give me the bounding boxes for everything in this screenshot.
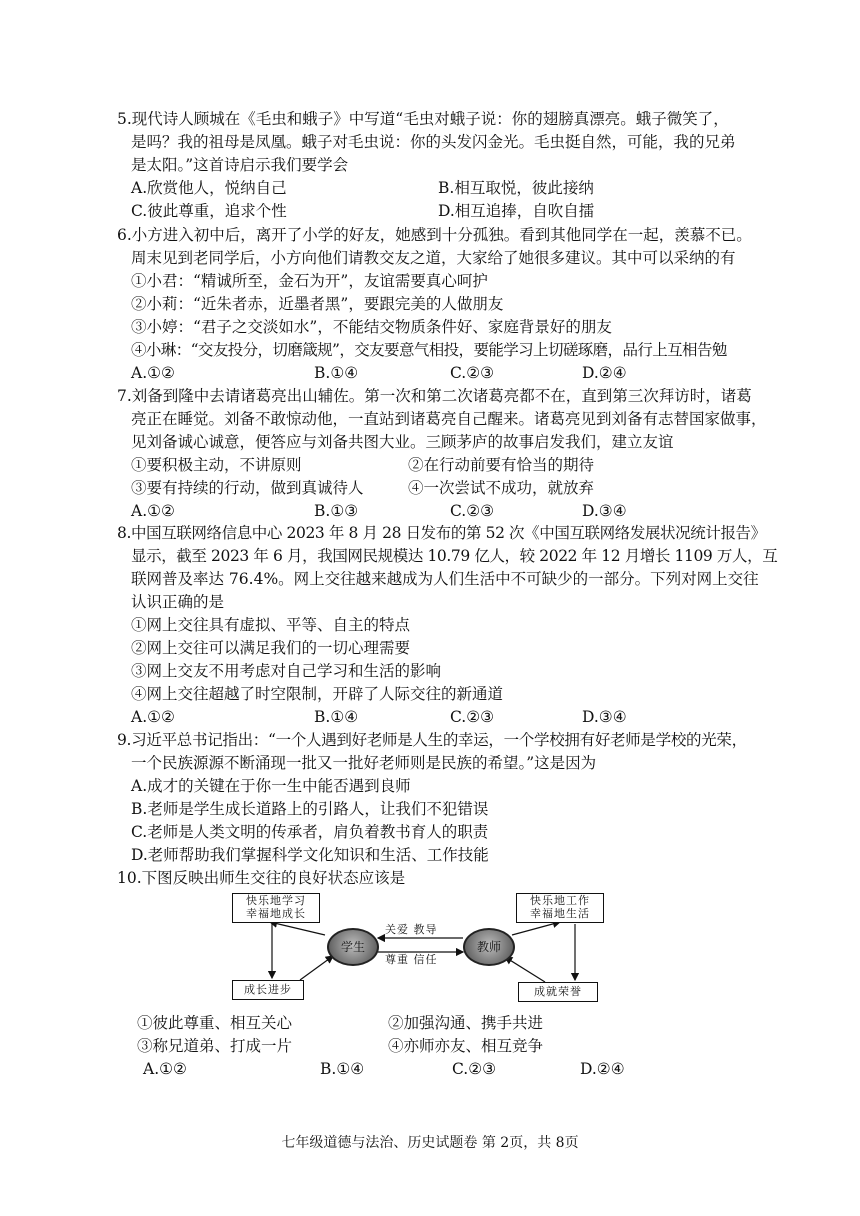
q10-choice-3: ③称兄道弟、打成一片 bbox=[137, 1037, 293, 1055]
q7-choice-4: ④一次尝试不成功，就放弃 bbox=[408, 479, 595, 497]
q10-option-d: D.②④ bbox=[580, 1060, 625, 1078]
label-respect-trust: 尊重 信任 bbox=[385, 953, 438, 966]
q5-option-d: D.相互追捧，自吹自擂 bbox=[438, 202, 595, 220]
box-tl-line-1: 快乐地学习 bbox=[246, 894, 306, 907]
q10-stem: 10.下图反映出师生交往的良好状态应该是 bbox=[117, 869, 406, 887]
q7-option-d: D.③④ bbox=[582, 502, 627, 520]
q7-line-1: 7.刘备到隆中去请诸葛亮出山辅佐。第一次和第二次诸葛亮都不在，直到第三次拜访时，诸葛 bbox=[117, 387, 752, 405]
q6-line-1: 6.小方进入初中后，离开了小学的好友，她感到十分孤独。看到其他同学在一起，羡慕不已。 bbox=[117, 226, 752, 244]
box-tr-line-1: 快乐地工作 bbox=[530, 894, 590, 907]
label-care-teach: 关爱 教导 bbox=[385, 923, 438, 936]
q8-choice-4: ④网上交往超越了时空限制，开辟了人际交往的新通道 bbox=[131, 685, 504, 703]
teacher-node: 教师 bbox=[463, 928, 515, 966]
q8-line-1: 8.中国互联网络信息中心 2023 年 8 月 28 日发布的第 52 次《中国互联网络发展状况统计报告》 bbox=[117, 524, 766, 542]
q7-option-a: A.①② bbox=[131, 502, 175, 520]
page-footer: 七年级道德与法治、历史试题卷 第 2页，共 8页 bbox=[281, 1135, 579, 1151]
q8-line-3: 联网普及率达 76.4%。网上交往越来越成为人们生活中不可缺少的一部分。下列对网上交往 bbox=[131, 570, 759, 588]
q5-option-a: A.欣赏他人，悦纳自己 bbox=[131, 179, 287, 197]
q9-option-b: B.老师是学生成长道路上的引路人，让我们不犯错误 bbox=[131, 800, 489, 818]
box-growth-progress: 成长进步 bbox=[232, 980, 304, 1000]
q8-option-d: D.③④ bbox=[582, 708, 627, 726]
q6-choice-1: ①小君：“精诚所至，金石为开”，友谊需要真心呵护 bbox=[131, 272, 488, 290]
box-work-live bbox=[516, 893, 604, 923]
q8-option-b: B.①④ bbox=[314, 708, 359, 726]
q9-option-d: D.老师帮助我们掌握科学文化知识和生活、工作技能 bbox=[131, 846, 489, 864]
q6-option-a: A.①② bbox=[131, 364, 175, 382]
q6-line-2: 周末见到老同学后，小方向他们请教交友之道，大家给了她很多建议。其中可以采纳的有 bbox=[131, 249, 736, 267]
q6-option-d: D.②④ bbox=[582, 364, 627, 382]
q6-choice-4: ④小琳：“交友投分，切磨箴规”，交友要意气相投，要能学习上切磋琢磨，品行上互相告勉 bbox=[131, 341, 727, 359]
q7-choice-1: ①要积极主动，不讲原则 bbox=[131, 456, 302, 474]
q8-option-a: A.①② bbox=[131, 708, 175, 726]
q6-option-b: B.①④ bbox=[314, 364, 359, 382]
q9-line-2: 一个民族源源不断涌现一批又一批好老师则是民族的希望。”这是因为 bbox=[131, 754, 597, 772]
student-node: 学生 bbox=[327, 928, 379, 966]
q10-choice-4: ④亦师亦友、相互竞争 bbox=[388, 1037, 544, 1055]
q10-option-b: B.①④ bbox=[320, 1060, 365, 1078]
q8-line-4: 认识正确的是 bbox=[131, 593, 225, 611]
q10-choice-2: ②加强沟通、携手共进 bbox=[388, 1014, 544, 1032]
q7-option-c: C.②③ bbox=[450, 502, 495, 520]
box-tl-line-2: 幸福地成长 bbox=[246, 907, 306, 920]
q8-choice-1: ①网上交往具有虚拟、平等、自主的特点 bbox=[131, 616, 411, 634]
q10-option-a: A.①② bbox=[143, 1060, 187, 1078]
q7-choice-3: ③要有持续的行动，做到真诚待人 bbox=[131, 479, 364, 497]
q5-line-3: 是太阳。”这首诗启示我们要学会 bbox=[131, 156, 349, 174]
q10-choice-1: ①彼此尊重、相互关心 bbox=[137, 1014, 293, 1032]
box-learn-grow bbox=[232, 893, 320, 923]
q8-line-2: 显示，截至 2023 年 6 月，我国网民规模达 10.79 亿人，较 2022 年 12 月增长 1109 万人，互 bbox=[131, 547, 778, 565]
q8-choice-2: ②网上交往可以满足我们的一切心理需要 bbox=[131, 639, 411, 657]
q7-line-2: 亮正在睡觉。刘备不敢惊动他，一直站到诸葛亮自己醒来。诸葛亮见到刘备有志替国家做事， bbox=[131, 410, 767, 428]
q9-option-c: C.老师是人类文明的传承者，肩负着教书育人的职责 bbox=[131, 823, 489, 841]
q5-line-1: 5.现代诗人顾城在《毛虫和蛾子》中写道“毛虫对蛾子说：你的翅膀真漂亮。蛾子微笑了， bbox=[117, 110, 729, 128]
q10-option-c: C.②③ bbox=[452, 1060, 497, 1078]
q5-line-2: 是吗？我的祖母是凤凰。蛾子对毛虫说：你的头发闪金光。毛虫挺自然，可能，我的兄弟 bbox=[131, 133, 736, 151]
q8-option-c: C.②③ bbox=[450, 708, 495, 726]
q6-option-c: C.②③ bbox=[450, 364, 495, 382]
q7-line-3: 见刘备诚心诚意，便答应与刘备共图大业。三顾茅庐的故事启发我们，建立友谊 bbox=[131, 433, 674, 451]
q5-option-b: B.相互取悦，彼此接纳 bbox=[438, 179, 594, 197]
q9-line-1: 9.习近平总书记指出：“一个人遇到好老师是人生的幸运，一个学校拥有好老师是学校的光荣， bbox=[117, 731, 747, 749]
q7-choice-2: ②在行动前要有恰当的期待 bbox=[408, 456, 595, 474]
q8-choice-3: ③网上交友不用考虑对自己学习和生活的影响 bbox=[131, 662, 442, 680]
q7-option-b: B.①③ bbox=[314, 502, 359, 520]
q5-option-c: C.彼此尊重，追求个性 bbox=[131, 202, 287, 220]
box-tr-line-2: 幸福地生活 bbox=[530, 907, 590, 920]
box-achievement-honor: 成就荣誉 bbox=[518, 982, 598, 1002]
q6-choice-2: ②小莉：“近朱者赤，近墨者黑”，要跟完美的人做朋友 bbox=[131, 295, 504, 313]
q6-choice-3: ③小婷：“君子之交淡如水”，不能结交物质条件好、家庭背景好的朋友 bbox=[131, 318, 612, 336]
q9-option-a: A.成才的关键在于你一生中能否遇到良师 bbox=[131, 777, 411, 795]
